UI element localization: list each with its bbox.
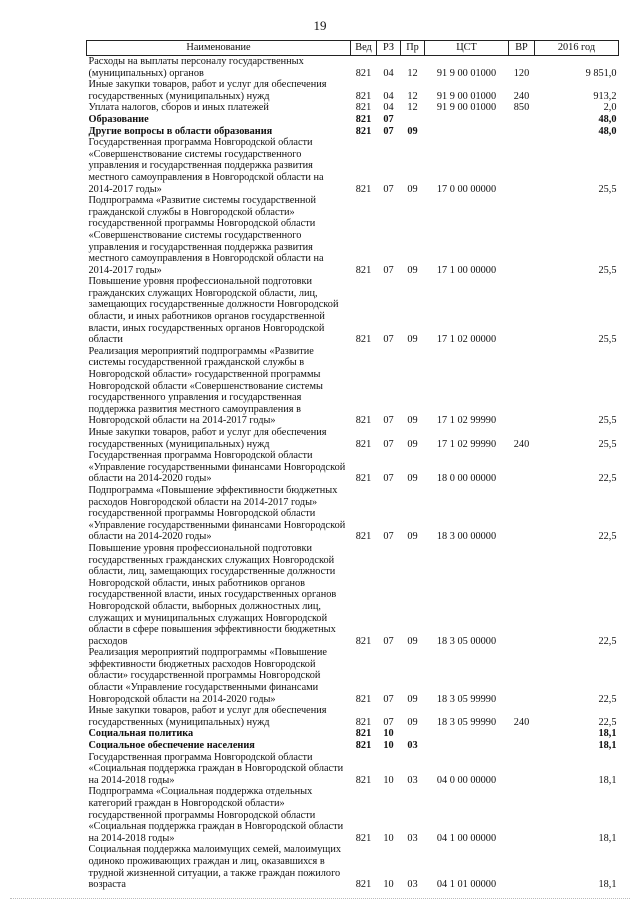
cell-rz: 07 — [383, 125, 394, 137]
cell-cst: 18 3 05 00000 — [436, 635, 497, 647]
cell-amount: 25,5 — [598, 415, 617, 427]
cell-pr: 12 — [407, 67, 418, 79]
cell-ved: 821 — [355, 102, 372, 114]
col-header-pr: Пр — [401, 41, 425, 56]
cell-cst: 18 0 00 00000 — [436, 473, 497, 485]
cell-rz: 07 — [383, 531, 394, 543]
cell-cst: 91 9 00 01000 — [436, 102, 497, 114]
table-row — [87, 752, 619, 787]
cell-ved: 821 — [355, 264, 372, 276]
cell-rz: 07 — [383, 635, 394, 647]
cell-amount: 25,5 — [598, 183, 617, 195]
cell-amount: 25,5 — [598, 264, 617, 276]
cell-ved: 821 — [355, 879, 372, 891]
cell-vr — [509, 137, 535, 195]
table-header-row — [87, 41, 619, 56]
cell-name: Государственная программа Новгородской области «Социальная поддержка граждан в Новгородской области на 2014-2018 годы» — [88, 751, 344, 786]
cell-vr: 850 — [513, 102, 530, 114]
cell-vr: 120 — [513, 67, 530, 79]
cell-vr — [509, 450, 535, 485]
cell-amount: 22,5 — [598, 473, 617, 485]
table-row — [87, 195, 619, 276]
table-row — [87, 79, 619, 102]
table-row — [87, 543, 619, 647]
cell-cst: 04 1 00 00000 — [436, 832, 497, 844]
cell-vr — [509, 485, 535, 543]
cell-pr — [401, 728, 425, 740]
cell-pr: 09 — [407, 693, 418, 705]
cell-rz: 04 — [383, 67, 394, 79]
cell-ved: 821 — [355, 531, 372, 543]
cell-pr: 09 — [407, 716, 418, 728]
cell-ved: 821 — [355, 740, 372, 752]
cell-pr: 12 — [407, 90, 418, 102]
cell-amount: 18,1 — [598, 879, 617, 891]
table-row — [87, 56, 619, 80]
cell-ved: 821 — [355, 125, 372, 137]
cell-name: Иные закупки товаров, работ и услуг для обеспечения государственных (муниципальных) нужд — [88, 427, 327, 450]
cell-rz: 07 — [383, 716, 394, 728]
cell-rz: 07 — [383, 264, 394, 276]
cell-cst — [425, 126, 509, 138]
cell-name: Подпрограмма «Развитие системы государственной гражданской службы в Новгородской области» государственной программы Новгородской области «Совершенствование системы государственного управления и государственная поддержка развития местного самоуправления в Новгородской области на 2014-2017 годы» — [88, 195, 324, 276]
cell-pr: 09 — [407, 183, 418, 195]
cell-ved: 821 — [355, 334, 372, 346]
cell-ved: 821 — [355, 774, 372, 786]
cell-name: Социальная поддержка малоимущих семей, малоимущих одиноко проживающих граждан и лиц, оказавшихся в трудной жизненной ситуации, а также граждан пожилого возраста — [88, 844, 341, 891]
table-row — [87, 427, 619, 450]
cell-ved: 821 — [355, 415, 372, 427]
cell-vr — [509, 740, 535, 752]
cell-amount: 48,0 — [598, 113, 617, 125]
cell-rz: 07 — [383, 334, 394, 346]
col-header-cst: ЦСТ — [425, 41, 509, 56]
cell-ved: 821 — [355, 832, 372, 844]
cell-vr — [509, 276, 535, 346]
cell-rz: 10 — [383, 774, 394, 786]
cell-cst: 04 1 01 00000 — [436, 879, 497, 891]
cell-ved: 821 — [355, 635, 372, 647]
cell-pr: 12 — [407, 102, 418, 114]
cell-vr — [509, 346, 535, 427]
cell-amount: 25,5 — [598, 334, 617, 346]
cell-name: Подпрограмма «Социальная поддержка отдельных категорий граждан в Новгородской области» государственной программы Новгородской области «Социальная поддержка граждан в Новгородской области на 2014-2018 годы» — [88, 786, 344, 844]
col-header-ved: Вед — [351, 41, 377, 56]
cell-name: Уплата налогов, сборов и иных платежей — [88, 102, 269, 114]
cell-amount: 2,0 — [603, 102, 617, 114]
cell-cst: 91 9 00 01000 — [436, 67, 497, 79]
cell-pr: 09 — [407, 125, 418, 137]
cell-ved: 821 — [355, 716, 372, 728]
budget-table — [86, 40, 619, 891]
page-number: 19 — [313, 18, 327, 33]
cell-amount: 9 851,0 — [585, 67, 617, 79]
cell-name: Государственная программа Новгородской области «Совершенствование системы государственного управления и государственная поддержка развития местного самоуправления в Новгородской области на 2014-2017 годы» — [88, 137, 324, 195]
cell-name: Образование — [88, 113, 149, 125]
footer-rule — [10, 898, 630, 899]
cell-name: Расходы на выплаты персоналу государственных (муниципальных) органов — [88, 56, 304, 79]
table-row — [87, 647, 619, 705]
table-row — [87, 450, 619, 485]
cell-ved: 821 — [355, 90, 372, 102]
cell-rz: 04 — [383, 90, 394, 102]
col-header-name: Наименование — [87, 41, 351, 56]
cell-name: Повышение уровня профессиональной подготовки государственных гражданских служащих Новгородской области, лиц, замещающих государственные должности Новгородской области, иных работников органов государственной власти, иных государственных органов Новгородской области, выборных должностных лиц, служащих и муниципальных служащих Новгородской области в сфере повышения эффективности бюджетных расходов — [88, 542, 337, 647]
cell-cst — [425, 114, 509, 126]
table-row — [87, 728, 619, 740]
cell-rz: 07 — [383, 473, 394, 485]
cell-vr: 240 — [513, 716, 530, 728]
table-row — [87, 844, 619, 890]
cell-pr: 09 — [407, 635, 418, 647]
cell-vr — [509, 195, 535, 276]
cell-cst: 17 0 00 00000 — [436, 183, 497, 195]
cell-pr: 09 — [407, 438, 418, 450]
cell-amount: 48,0 — [598, 125, 617, 137]
cell-name: Иные закупки товаров, работ и услуг для обеспечения государственных (муниципальных) нужд — [88, 705, 327, 728]
table-row — [87, 102, 619, 114]
cell-cst: 91 9 00 01000 — [436, 90, 497, 102]
cell-vr — [509, 647, 535, 705]
table-body — [87, 56, 619, 891]
cell-pr: 09 — [407, 473, 418, 485]
cell-rz: 07 — [383, 693, 394, 705]
cell-cst: 17 1 02 00000 — [436, 334, 497, 346]
col-header-vr: ВР — [509, 41, 535, 56]
cell-vr — [509, 786, 535, 844]
col-header-rz: РЗ — [377, 41, 401, 56]
cell-cst: 18 3 05 99990 — [436, 716, 497, 728]
cell-cst: 04 0 00 00000 — [436, 774, 497, 786]
cell-vr — [509, 752, 535, 787]
table-row — [87, 114, 619, 126]
cell-vr — [509, 844, 535, 890]
cell-name: Государственная программа Новгородской области «Управление государственными финансами Новгородской области на 2014-2020 годы» — [88, 450, 346, 485]
cell-ved: 821 — [355, 473, 372, 485]
cell-name: Реализация мероприятий подпрограммы «Развитие системы государственной гражданской службы в Новгородской области» государственной программы Новгородской области «Совершенствование системы государственного управления и государственная поддержка развития местного самоуправления в Новгородской области на 2014-2017 годы» — [88, 345, 323, 427]
table-row — [87, 346, 619, 427]
cell-amount: 22,5 — [598, 693, 617, 705]
cell-ved: 821 — [355, 438, 372, 450]
cell-pr: 09 — [407, 531, 418, 543]
cell-amount: 25,5 — [598, 438, 617, 450]
cell-pr: 03 — [407, 774, 418, 786]
cell-rz: 10 — [383, 728, 394, 740]
cell-amount: 18,1 — [598, 728, 617, 740]
cell-ved: 821 — [355, 183, 372, 195]
cell-ved: 821 — [355, 67, 372, 79]
cell-pr: 03 — [407, 879, 418, 891]
cell-vr — [509, 114, 535, 126]
cell-rz: 10 — [383, 832, 394, 844]
cell-name: Подпрограмма «Повышение эффективности бюджетных расходов Новгородской области на 2014-2017 годы» государственной программы Новгородской области «Управление государственными финансами Новгородской области на 2014-2020 годы» — [88, 484, 346, 543]
cell-pr: 09 — [407, 264, 418, 276]
cell-cst — [425, 740, 509, 752]
cell-vr — [509, 543, 535, 647]
cell-rz: 07 — [383, 438, 394, 450]
cell-ved: 821 — [355, 113, 372, 125]
cell-amount: 22,5 — [598, 635, 617, 647]
cell-amount: 22,5 — [598, 716, 617, 728]
cell-cst: 18 3 00 00000 — [436, 531, 497, 543]
cell-vr: 240 — [513, 90, 530, 102]
cell-pr: 03 — [407, 740, 418, 752]
col-header-year: 2016 год — [535, 41, 619, 56]
cell-rz: 10 — [383, 740, 394, 752]
table-row — [87, 485, 619, 543]
table-row — [87, 126, 619, 138]
cell-vr — [509, 728, 535, 740]
table-row — [87, 705, 619, 728]
cell-cst: 17 1 02 99990 — [436, 415, 497, 427]
cell-pr: 03 — [407, 832, 418, 844]
cell-rz: 07 — [383, 415, 394, 427]
cell-amount: 913,2 — [593, 90, 617, 102]
cell-cst: 18 3 05 99990 — [436, 693, 497, 705]
cell-name: Социальная политика — [88, 728, 194, 740]
table-row — [87, 740, 619, 752]
cell-ved: 821 — [355, 693, 372, 705]
cell-cst: 17 1 00 00000 — [436, 264, 497, 276]
cell-pr — [401, 114, 425, 126]
cell-amount: 22,5 — [598, 531, 617, 543]
cell-name: Повышение уровня профессиональной подготовки гражданских служащих Новгородской области, лиц, замещающих государственные должности Новгородской области, и иных работников органов государственной власти, иных государственных органов Новгородской области — [88, 276, 339, 346]
table-row — [87, 137, 619, 195]
cell-name: Реализация мероприятий подпрограммы «Повышение эффективности бюджетных расходов Новгородской области» государственной программы Новгородской области «Управление государственными финансами Новгородской области на 2014-2020 годы» — [88, 647, 327, 705]
cell-vr: 240 — [513, 438, 530, 450]
cell-rz: 04 — [383, 102, 394, 114]
cell-cst: 17 1 02 99990 — [436, 438, 497, 450]
cell-amount: 18,1 — [598, 832, 617, 844]
cell-name: Иные закупки товаров, работ и услуг для обеспечения государственных (муниципальных) нужд — [88, 79, 327, 102]
cell-vr — [509, 126, 535, 138]
cell-pr: 09 — [407, 415, 418, 427]
cell-cst — [425, 728, 509, 740]
cell-rz: 07 — [383, 113, 394, 125]
cell-amount: 18,1 — [598, 740, 617, 752]
cell-name: Социальное обеспечение населения — [88, 740, 255, 752]
table-row — [87, 786, 619, 844]
cell-amount: 18,1 — [598, 774, 617, 786]
cell-rz: 07 — [383, 183, 394, 195]
cell-name: Другие вопросы в области образования — [88, 125, 273, 137]
cell-rz: 10 — [383, 879, 394, 891]
table-row — [87, 276, 619, 346]
cell-pr: 09 — [407, 334, 418, 346]
cell-ved: 821 — [355, 728, 372, 740]
